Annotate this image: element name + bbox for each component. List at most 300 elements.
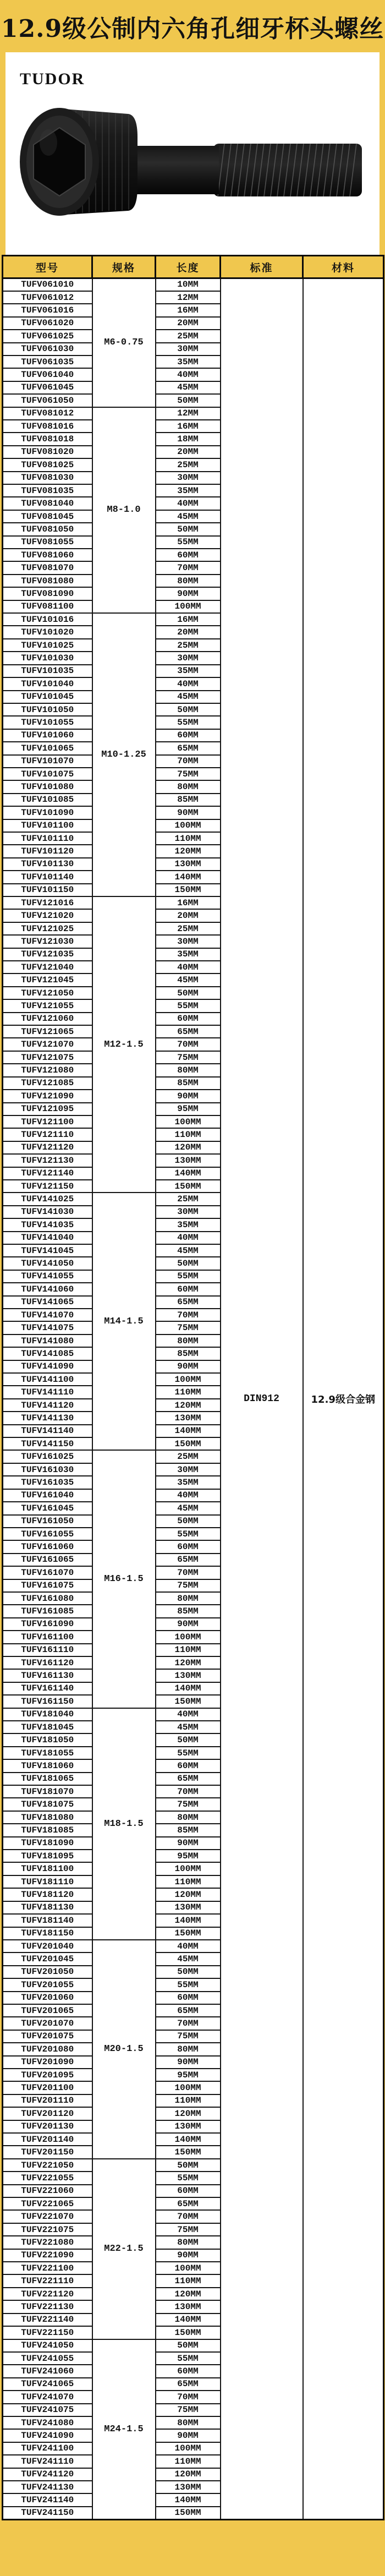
model-cell: TUFV141090 bbox=[3, 1360, 92, 1373]
model-cell: TUFV121140 bbox=[3, 1167, 92, 1180]
spec-cell: M20-1.5 bbox=[92, 1940, 156, 2159]
model-cell: TUFV141140 bbox=[3, 1425, 92, 1437]
model-cell: TUFV201070 bbox=[3, 2017, 92, 2030]
length-cell: 18MM bbox=[156, 433, 221, 445]
length-cell: 75MM bbox=[156, 1321, 221, 1334]
model-cell: TUFV161030 bbox=[3, 1463, 92, 1476]
length-cell: 30MM bbox=[156, 1463, 221, 1476]
length-cell: 140MM bbox=[156, 2133, 221, 2146]
length-cell: 120MM bbox=[156, 2468, 221, 2481]
length-cell: 75MM bbox=[156, 1051, 221, 1064]
model-cell: TUFV101035 bbox=[3, 665, 92, 677]
spec-cell: M6-0.75 bbox=[92, 278, 156, 407]
length-cell: 55MM bbox=[156, 1528, 221, 1540]
length-cell: 90MM bbox=[156, 1837, 221, 1850]
model-cell: TUFV201140 bbox=[3, 2133, 92, 2146]
length-cell: 60MM bbox=[156, 1759, 221, 1772]
length-cell: 45MM bbox=[156, 510, 221, 523]
length-cell: 65MM bbox=[156, 1554, 221, 1566]
length-cell: 55MM bbox=[156, 536, 221, 549]
length-cell: 50MM bbox=[156, 523, 221, 535]
model-cell: TUFV161085 bbox=[3, 1605, 92, 1617]
model-cell: TUFV161130 bbox=[3, 1669, 92, 1682]
spec-cell: M16-1.5 bbox=[92, 1450, 156, 1708]
model-cell: TUFV121150 bbox=[3, 1180, 92, 1193]
model-cell: TUFV241060 bbox=[3, 2365, 92, 2377]
model-cell: TUFV221060 bbox=[3, 2185, 92, 2197]
length-cell: 110MM bbox=[156, 2094, 221, 2107]
spec-cell: M12-1.5 bbox=[92, 896, 156, 1193]
model-cell: TUFV101016 bbox=[3, 613, 92, 626]
length-cell: 100MM bbox=[156, 2442, 221, 2455]
length-cell: 16MM bbox=[156, 420, 221, 433]
length-cell: 130MM bbox=[156, 1412, 221, 1424]
model-cell: TUFV201090 bbox=[3, 2056, 92, 2069]
length-cell: 110MM bbox=[156, 1386, 221, 1398]
model-cell: TUFV101075 bbox=[3, 768, 92, 780]
length-cell: 35MM bbox=[156, 1218, 221, 1231]
spec-cell: M10-1.25 bbox=[92, 613, 156, 896]
model-cell: TUFV221130 bbox=[3, 2300, 92, 2313]
model-cell: TUFV201120 bbox=[3, 2107, 92, 2120]
spec-cell: M22-1.5 bbox=[92, 2159, 156, 2339]
col-header-material: 材料 bbox=[303, 256, 384, 278]
model-cell: TUFV121095 bbox=[3, 1103, 92, 1115]
length-cell: 120MM bbox=[156, 1656, 221, 1669]
model-cell: TUFV241065 bbox=[3, 2378, 92, 2391]
table-header-row bbox=[3, 256, 384, 278]
model-cell: TUFV141055 bbox=[3, 1270, 92, 1283]
length-cell: 45MM bbox=[156, 1721, 221, 1733]
length-cell: 40MM bbox=[156, 1940, 221, 1952]
model-cell: TUFV221120 bbox=[3, 2288, 92, 2300]
length-cell: 140MM bbox=[156, 2493, 221, 2506]
length-cell: 30MM bbox=[156, 343, 221, 356]
model-cell: TUFV181065 bbox=[3, 1773, 92, 1785]
length-cell: 65MM bbox=[156, 1025, 221, 1038]
length-cell: 90MM bbox=[156, 1090, 221, 1102]
model-cell: TUFV061010 bbox=[3, 278, 92, 291]
length-cell: 70MM bbox=[156, 2391, 221, 2403]
model-cell: TUFV221150 bbox=[3, 2326, 92, 2339]
length-cell: 120MM bbox=[156, 1141, 221, 1154]
length-cell: 45MM bbox=[156, 1244, 221, 1257]
length-cell: 60MM bbox=[156, 729, 221, 742]
length-cell: 120MM bbox=[156, 2107, 221, 2120]
model-cell: TUFV181070 bbox=[3, 1785, 92, 1798]
model-cell: TUFV221075 bbox=[3, 2223, 92, 2236]
model-cell: TUFV201080 bbox=[3, 2043, 92, 2055]
length-cell: 90MM bbox=[156, 2429, 221, 2442]
model-cell: TUFV241080 bbox=[3, 2416, 92, 2429]
length-cell: 35MM bbox=[156, 948, 221, 961]
model-cell: TUFV121060 bbox=[3, 1013, 92, 1025]
model-cell: TUFV081035 bbox=[3, 484, 92, 497]
length-cell: 80MM bbox=[156, 1335, 221, 1347]
length-cell: 25MM bbox=[156, 1193, 221, 1205]
spec-cell: M24-1.5 bbox=[92, 2339, 156, 2520]
length-cell: 110MM bbox=[156, 832, 221, 845]
length-cell: 20MM bbox=[156, 909, 221, 922]
model-cell: TUFV241110 bbox=[3, 2455, 92, 2468]
model-cell: TUFV221055 bbox=[3, 2172, 92, 2184]
model-cell: TUFV101040 bbox=[3, 677, 92, 690]
model-cell: TUFV241150 bbox=[3, 2507, 92, 2519]
model-cell: TUFV081025 bbox=[3, 458, 92, 471]
length-cell: 35MM bbox=[156, 1476, 221, 1489]
length-cell: 65MM bbox=[156, 2378, 221, 2391]
model-cell: TUFV101055 bbox=[3, 716, 92, 729]
length-cell: 50MM bbox=[156, 987, 221, 999]
length-cell: 130MM bbox=[156, 858, 221, 871]
model-cell: TUFV161090 bbox=[3, 1618, 92, 1631]
length-cell: 90MM bbox=[156, 2056, 221, 2069]
model-cell: TUFV141065 bbox=[3, 1296, 92, 1309]
model-cell: TUFV141150 bbox=[3, 1437, 92, 1450]
model-cell: TUFV201055 bbox=[3, 1978, 92, 1991]
length-cell: 30MM bbox=[156, 1206, 221, 1218]
length-cell: 150MM bbox=[156, 2326, 221, 2339]
model-cell: TUFV081100 bbox=[3, 600, 92, 613]
length-cell: 65MM bbox=[156, 2004, 221, 2017]
model-cell: TUFV181140 bbox=[3, 1914, 92, 1927]
length-cell: 110MM bbox=[156, 1875, 221, 1888]
length-cell: 75MM bbox=[156, 1579, 221, 1592]
model-cell: TUFV121090 bbox=[3, 1090, 92, 1102]
model-cell: TUFV181060 bbox=[3, 1759, 92, 1772]
model-cell: TUFV141110 bbox=[3, 1386, 92, 1398]
model-cell: TUFV101090 bbox=[3, 806, 92, 819]
length-cell: 140MM bbox=[156, 1682, 221, 1695]
length-cell: 80MM bbox=[156, 1811, 221, 1824]
length-cell: 80MM bbox=[156, 2416, 221, 2429]
length-cell: 140MM bbox=[156, 1167, 221, 1180]
length-cell: 35MM bbox=[156, 665, 221, 677]
model-cell: TUFV101080 bbox=[3, 780, 92, 793]
model-cell: TUFV141120 bbox=[3, 1399, 92, 1412]
length-cell: 70MM bbox=[156, 2017, 221, 2030]
model-cell: TUFV061030 bbox=[3, 343, 92, 356]
model-cell: TUFV061035 bbox=[3, 356, 92, 368]
length-cell: 110MM bbox=[156, 2274, 221, 2287]
model-cell: TUFV081050 bbox=[3, 523, 92, 535]
model-cell: TUFV101100 bbox=[3, 819, 92, 832]
material-cell: 12.9级合金钢 bbox=[303, 278, 384, 2520]
model-cell: TUFV161025 bbox=[3, 1450, 92, 1463]
model-cell: TUFV161060 bbox=[3, 1540, 92, 1553]
length-cell: 80MM bbox=[156, 1064, 221, 1076]
length-cell: 60MM bbox=[156, 2365, 221, 2377]
length-cell: 100MM bbox=[156, 1373, 221, 1386]
model-cell: TUFV081080 bbox=[3, 575, 92, 587]
length-cell: 70MM bbox=[156, 1038, 221, 1051]
model-cell: TUFV121075 bbox=[3, 1051, 92, 1064]
length-cell: 100MM bbox=[156, 1631, 221, 1643]
brand-logo: TUDOR bbox=[20, 70, 85, 88]
model-cell: TUFV121100 bbox=[3, 1115, 92, 1128]
length-cell: 25MM bbox=[156, 330, 221, 342]
col-header-spec: 规格 bbox=[92, 256, 156, 278]
model-cell: TUFV201060 bbox=[3, 1992, 92, 2004]
model-cell: TUFV181110 bbox=[3, 1875, 92, 1888]
model-cell: TUFV181055 bbox=[3, 1747, 92, 1759]
length-cell: 60MM bbox=[156, 2185, 221, 2197]
model-cell: TUFV141085 bbox=[3, 1347, 92, 1360]
model-cell: TUFV101070 bbox=[3, 755, 92, 768]
length-cell: 60MM bbox=[156, 1283, 221, 1295]
length-cell: 110MM bbox=[156, 1644, 221, 1656]
length-cell: 130MM bbox=[156, 1154, 221, 1167]
model-cell: TUFV141050 bbox=[3, 1257, 92, 1270]
length-cell: 16MM bbox=[156, 613, 221, 626]
model-cell: TUFV081090 bbox=[3, 587, 92, 600]
model-cell: TUFV081040 bbox=[3, 497, 92, 510]
length-cell: 150MM bbox=[156, 1180, 221, 1193]
length-cell: 65MM bbox=[156, 1296, 221, 1309]
model-cell: TUFV121130 bbox=[3, 1154, 92, 1167]
length-cell: 40MM bbox=[156, 1489, 221, 1502]
model-cell: TUFV081018 bbox=[3, 433, 92, 445]
length-cell: 25MM bbox=[156, 922, 221, 935]
length-cell: 50MM bbox=[156, 2159, 221, 2172]
length-cell: 30MM bbox=[156, 935, 221, 948]
length-cell: 12MM bbox=[156, 407, 221, 420]
length-cell: 100MM bbox=[156, 2081, 221, 2094]
model-cell: TUFV081060 bbox=[3, 549, 92, 561]
length-cell: 65MM bbox=[156, 2197, 221, 2210]
model-cell: TUFV201075 bbox=[3, 2030, 92, 2043]
length-cell: 150MM bbox=[156, 1927, 221, 1940]
length-cell: 45MM bbox=[156, 973, 221, 986]
model-cell: TUFV241130 bbox=[3, 2481, 92, 2493]
length-cell: 40MM bbox=[156, 1708, 221, 1721]
length-cell: 45MM bbox=[156, 1502, 221, 1514]
length-cell: 25MM bbox=[156, 458, 221, 471]
length-cell: 130MM bbox=[156, 2300, 221, 2313]
length-cell: 40MM bbox=[156, 368, 221, 381]
model-cell: TUFV221140 bbox=[3, 2314, 92, 2326]
model-cell: TUFV061050 bbox=[3, 394, 92, 407]
model-cell: TUFV241055 bbox=[3, 2352, 92, 2365]
model-cell: TUFV141130 bbox=[3, 1412, 92, 1424]
length-cell: 55MM bbox=[156, 2352, 221, 2365]
length-cell: 100MM bbox=[156, 600, 221, 613]
length-cell: 50MM bbox=[156, 1733, 221, 1746]
model-cell: TUFV241075 bbox=[3, 2404, 92, 2416]
length-cell: 130MM bbox=[156, 1901, 221, 1914]
length-cell: 100MM bbox=[156, 819, 221, 832]
model-cell: TUFV141080 bbox=[3, 1335, 92, 1347]
model-cell: TUFV121055 bbox=[3, 999, 92, 1012]
model-cell: TUFV081016 bbox=[3, 420, 92, 433]
model-cell: TUFV121070 bbox=[3, 1038, 92, 1051]
model-cell: TUFV161150 bbox=[3, 1695, 92, 1708]
model-cell: TUFV081012 bbox=[3, 407, 92, 420]
model-cell: TUFV221080 bbox=[3, 2236, 92, 2249]
model-cell: TUFV081020 bbox=[3, 446, 92, 458]
content-panel bbox=[6, 52, 380, 255]
length-cell: 140MM bbox=[156, 1425, 221, 1437]
model-cell: TUFV201045 bbox=[3, 1952, 92, 1965]
length-cell: 55MM bbox=[156, 716, 221, 729]
length-cell: 25MM bbox=[156, 1450, 221, 1463]
length-cell: 95MM bbox=[156, 1850, 221, 1862]
model-cell: TUFV201130 bbox=[3, 2120, 92, 2133]
model-cell: TUFV161110 bbox=[3, 1644, 92, 1656]
model-cell: TUFV221065 bbox=[3, 2197, 92, 2210]
length-cell: 16MM bbox=[156, 304, 221, 316]
model-cell: TUFV121080 bbox=[3, 1064, 92, 1076]
length-cell: 75MM bbox=[156, 2223, 221, 2236]
model-cell: TUFV161140 bbox=[3, 1682, 92, 1695]
length-cell: 85MM bbox=[156, 794, 221, 806]
model-cell: TUFV141045 bbox=[3, 1244, 92, 1257]
model-cell: TUFV121110 bbox=[3, 1128, 92, 1141]
model-cell: TUFV121035 bbox=[3, 948, 92, 961]
length-cell: 80MM bbox=[156, 780, 221, 793]
model-cell: TUFV121050 bbox=[3, 987, 92, 999]
model-cell: TUFV121120 bbox=[3, 1141, 92, 1154]
length-cell: 70MM bbox=[156, 1785, 221, 1798]
length-cell: 65MM bbox=[156, 1773, 221, 1785]
model-cell: TUFV181150 bbox=[3, 1927, 92, 1940]
model-cell: TUFV141035 bbox=[3, 1218, 92, 1231]
length-cell: 80MM bbox=[156, 2043, 221, 2055]
model-cell: TUFV161065 bbox=[3, 1554, 92, 1566]
length-cell: 50MM bbox=[156, 2339, 221, 2352]
model-cell: TUFV241120 bbox=[3, 2468, 92, 2481]
model-cell: TUFV181130 bbox=[3, 1901, 92, 1914]
model-cell: TUFV181095 bbox=[3, 1850, 92, 1862]
length-cell: 40MM bbox=[156, 677, 221, 690]
model-cell: TUFV201095 bbox=[3, 2069, 92, 2081]
model-cell: TUFV141070 bbox=[3, 1309, 92, 1321]
model-cell: TUFV241090 bbox=[3, 2429, 92, 2442]
length-cell: 130MM bbox=[156, 2120, 221, 2133]
model-cell: TUFV161050 bbox=[3, 1515, 92, 1528]
length-cell: 130MM bbox=[156, 1669, 221, 1682]
model-cell: TUFV161040 bbox=[3, 1489, 92, 1502]
length-cell: 90MM bbox=[156, 2249, 221, 2262]
length-cell: 55MM bbox=[156, 999, 221, 1012]
model-cell: TUFV061016 bbox=[3, 304, 92, 316]
spec-table bbox=[2, 255, 384, 2520]
model-cell: TUFV101060 bbox=[3, 729, 92, 742]
model-cell: TUFV061045 bbox=[3, 381, 92, 394]
model-cell: TUFV061040 bbox=[3, 368, 92, 381]
spec-cell: M14-1.5 bbox=[92, 1193, 156, 1450]
length-cell: 120MM bbox=[156, 1399, 221, 1412]
table-body bbox=[3, 278, 384, 2520]
page-title: 12.9级公制内六角孔细牙杯头螺丝 bbox=[1, 14, 384, 43]
length-cell: 55MM bbox=[156, 1978, 221, 1991]
model-cell: TUFV101065 bbox=[3, 742, 92, 754]
length-cell: 35MM bbox=[156, 356, 221, 368]
model-cell: TUFV201050 bbox=[3, 1966, 92, 1978]
length-cell: 50MM bbox=[156, 394, 221, 407]
model-cell: TUFV141060 bbox=[3, 1283, 92, 1295]
model-cell: TUFV161070 bbox=[3, 1566, 92, 1579]
model-cell: TUFV101025 bbox=[3, 639, 92, 652]
length-cell: 50MM bbox=[156, 1966, 221, 1978]
length-cell: 75MM bbox=[156, 2030, 221, 2043]
length-cell: 70MM bbox=[156, 1566, 221, 1579]
model-cell: TUFV161080 bbox=[3, 1592, 92, 1605]
model-cell: TUFV101150 bbox=[3, 884, 92, 896]
model-cell: TUFV141030 bbox=[3, 1206, 92, 1218]
length-cell: 120MM bbox=[156, 1888, 221, 1901]
model-cell: TUFV101110 bbox=[3, 832, 92, 845]
model-cell: TUFV241070 bbox=[3, 2391, 92, 2403]
length-cell: 50MM bbox=[156, 1257, 221, 1270]
length-cell: 90MM bbox=[156, 806, 221, 819]
model-cell: TUFV121045 bbox=[3, 973, 92, 986]
model-cell: TUFV081030 bbox=[3, 472, 92, 484]
model-cell: TUFV121085 bbox=[3, 1077, 92, 1090]
model-cell: TUFV101085 bbox=[3, 794, 92, 806]
length-cell: 140MM bbox=[156, 2314, 221, 2326]
length-cell: 65MM bbox=[156, 742, 221, 754]
length-cell: 16MM bbox=[156, 896, 221, 909]
model-cell: TUFV181100 bbox=[3, 1862, 92, 1875]
length-cell: 30MM bbox=[156, 652, 221, 664]
model-cell: TUFV101045 bbox=[3, 691, 92, 703]
length-cell: 90MM bbox=[156, 1360, 221, 1373]
col-header-length: 长度 bbox=[156, 256, 221, 278]
length-cell: 150MM bbox=[156, 1437, 221, 1450]
model-cell: TUFV161075 bbox=[3, 1579, 92, 1592]
length-cell: 70MM bbox=[156, 1309, 221, 1321]
length-cell: 120MM bbox=[156, 2288, 221, 2300]
model-cell: TUFV061025 bbox=[3, 330, 92, 342]
model-cell: TUFV181050 bbox=[3, 1733, 92, 1746]
model-cell: TUFV201110 bbox=[3, 2094, 92, 2107]
length-cell: 110MM bbox=[156, 2455, 221, 2468]
model-cell: TUFV061012 bbox=[3, 291, 92, 304]
model-cell: TUFV081055 bbox=[3, 536, 92, 549]
length-cell: 12MM bbox=[156, 291, 221, 304]
model-cell: TUFV121020 bbox=[3, 909, 92, 922]
product-photo bbox=[10, 104, 375, 220]
length-cell: 40MM bbox=[156, 1232, 221, 1244]
length-cell: 20MM bbox=[156, 446, 221, 458]
length-cell: 55MM bbox=[156, 1270, 221, 1283]
model-cell: TUFV241140 bbox=[3, 2493, 92, 2506]
length-cell: 95MM bbox=[156, 2069, 221, 2081]
spec-cell: M8-1.0 bbox=[92, 407, 156, 614]
length-cell: 90MM bbox=[156, 587, 221, 600]
model-cell: TUFV161100 bbox=[3, 1631, 92, 1643]
model-cell: TUFV241050 bbox=[3, 2339, 92, 2352]
length-cell: 75MM bbox=[156, 768, 221, 780]
model-cell: TUFV181045 bbox=[3, 1721, 92, 1733]
model-cell: TUFV221070 bbox=[3, 2210, 92, 2223]
model-cell: TUFV181080 bbox=[3, 1811, 92, 1824]
length-cell: 100MM bbox=[156, 1862, 221, 1875]
model-cell: TUFV161055 bbox=[3, 1528, 92, 1540]
length-cell: 45MM bbox=[156, 691, 221, 703]
model-cell: TUFV141100 bbox=[3, 1373, 92, 1386]
model-cell: TUFV181040 bbox=[3, 1708, 92, 1721]
length-cell: 20MM bbox=[156, 317, 221, 330]
length-cell: 140MM bbox=[156, 871, 221, 883]
length-cell: 55MM bbox=[156, 2172, 221, 2184]
model-cell: TUFV201100 bbox=[3, 2081, 92, 2094]
length-cell: 60MM bbox=[156, 1013, 221, 1025]
col-header-standard: 标准 bbox=[221, 256, 303, 278]
model-cell: TUFV101140 bbox=[3, 871, 92, 883]
model-cell: TUFV201065 bbox=[3, 2004, 92, 2017]
